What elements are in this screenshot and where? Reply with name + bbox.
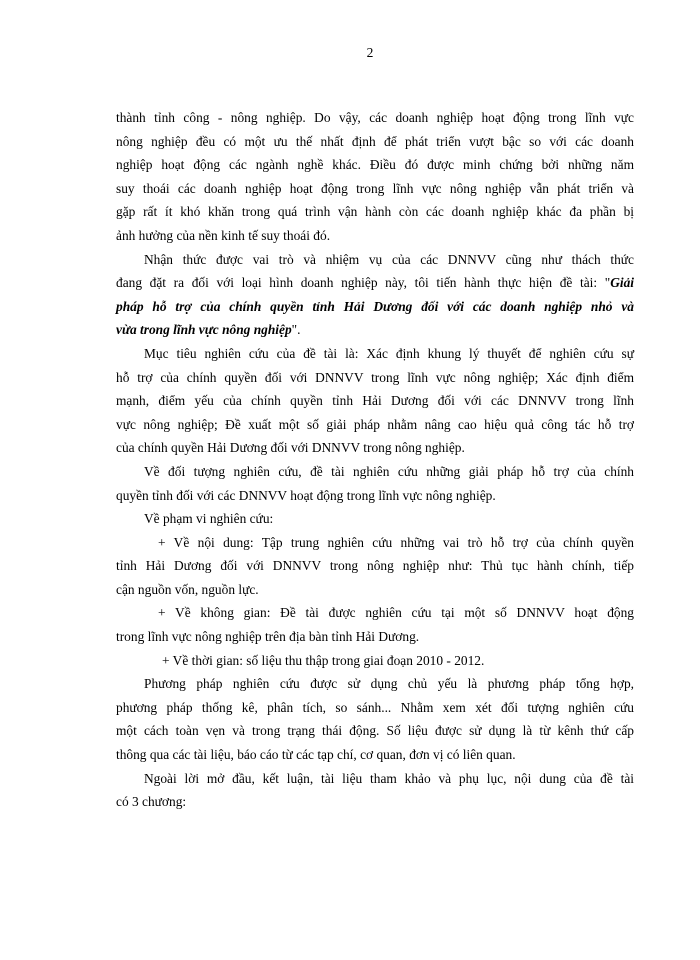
text-line: nghiệp hoạt động các ngành nghề khác. Điều đó được minh chứng bởi những năm (116, 157, 634, 173)
thesis-title-line: pháp hỗ trợ của chính quyền tỉnh Hải Dương đối với các doanh nghiệp nhỏ và (116, 298, 634, 314)
text-line: gặp rất ít khó khăn trong quá trình vận hành còn các doanh nghiệp khác đa phần bị (116, 204, 634, 220)
paragraph-start-line: Mục tiêu nghiên cứu của đề tài là: Xác định khung lý thuyết để nghiên cứu sự (144, 345, 634, 361)
thesis-title-span: Giải (610, 275, 634, 291)
text-line: hỗ trợ của chính quyền đối với DNNVV trong lĩnh vực nông nghiệp; Xác định điểm (116, 369, 634, 385)
text-line: ảnh hưởng của nền kinh tế suy thoái đó. (116, 227, 331, 243)
text-line: của chính quyền Hải Dương đối với DNNVV trong nông nghiệp. (116, 440, 465, 456)
paragraph-start-line: Nhận thức được vai trò và nhiệm vụ của các DNNVV cũng như thách thức (144, 251, 634, 267)
text-line: tỉnh Hải Dương đối với DNNVV trong nông nghiệp như: Thủ tục hành chính, tiếp (116, 558, 634, 574)
body-text (116, 106, 634, 814)
text-line: thông qua các tài liệu, báo cáo từ các tạp chí, cơ quan, đơn vị có liên quan. (116, 747, 516, 763)
paragraph-start-line: Phương pháp nghiên cứu được sử dụng chủ yếu là phương pháp tổng hợp, (144, 676, 634, 692)
paragraph-start-line: Về đối tượng nghiên cứu, đề tài nghiên cứu những giải pháp hỗ trợ của chính (144, 463, 634, 479)
text-line: phương pháp thống kê, phân tích, so sánh... Nhằm xem xét đối tượng nghiên cứu (116, 699, 634, 715)
text-line: nông nghiệp đều có một ưu thế nhất định để phát triển vượt bậc so với các doanh (116, 133, 634, 149)
text-span: ". (291, 322, 301, 338)
list-item-line: + Về không gian: Đề tài được nghiên cứu tại một số DNNVV hoạt động (158, 605, 634, 621)
text-line: quyền tỉnh đối với các DNNVV hoạt động trong lĩnh vực nông nghiệp. (116, 487, 496, 503)
text-line: suy thoái các doanh nghiệp hoạt động trong lĩnh vực nông nghiệp vẫn phát triển và (116, 180, 634, 196)
paragraph-start-line: Về phạm vi nghiên cứu: (144, 511, 274, 527)
paragraph-start-line: Ngoài lời mở đầu, kết luận, tài liệu tham khảo và phụ lục, nội dung của đề tài (144, 770, 634, 786)
page-number: 2 (366, 45, 374, 60)
text-line: vực nông nghiệp; Đề xuất một số giải pháp nhằm nâng cao hiệu quả công tác hỗ trợ (116, 416, 634, 432)
text-line: một cách toàn vẹn và trong trạng thái động. Số liệu được sử dụng là từ kênh thứ cấp (116, 723, 634, 739)
list-item-line: + Về thời gian: số liệu thu thập trong giai đoạn 2010 - 2012. (162, 652, 485, 668)
thesis-title-span: vừa trong lĩnh vực nông nghiệp (116, 322, 292, 338)
text-line: trong lĩnh vực nông nghiệp trên địa bàn tỉnh Hải Dương. (116, 629, 420, 645)
text-line: cận nguồn vốn, nguồn lực. (116, 581, 259, 597)
text-line: có 3 chương: (116, 794, 187, 810)
text-line (116, 271, 634, 295)
list-item-line: + Về nội dung: Tập trung nghiên cứu những vai trò hỗ trợ của chính quyền (158, 534, 634, 550)
text-line: thành tỉnh công - nông nghiệp. Do vậy, các doanh nghiệp hoạt động trong lĩnh vực (116, 110, 634, 125)
text-line: mạnh, điểm yếu của chính quyền tỉnh Hải Dương đối với các DNNVV trong lĩnh (116, 393, 634, 409)
text-span: đang đặt ra đối với loại hình doanh nghiệp này, tôi tiến hành thực hiện đề tài: " (116, 275, 611, 291)
text-line (116, 318, 634, 342)
